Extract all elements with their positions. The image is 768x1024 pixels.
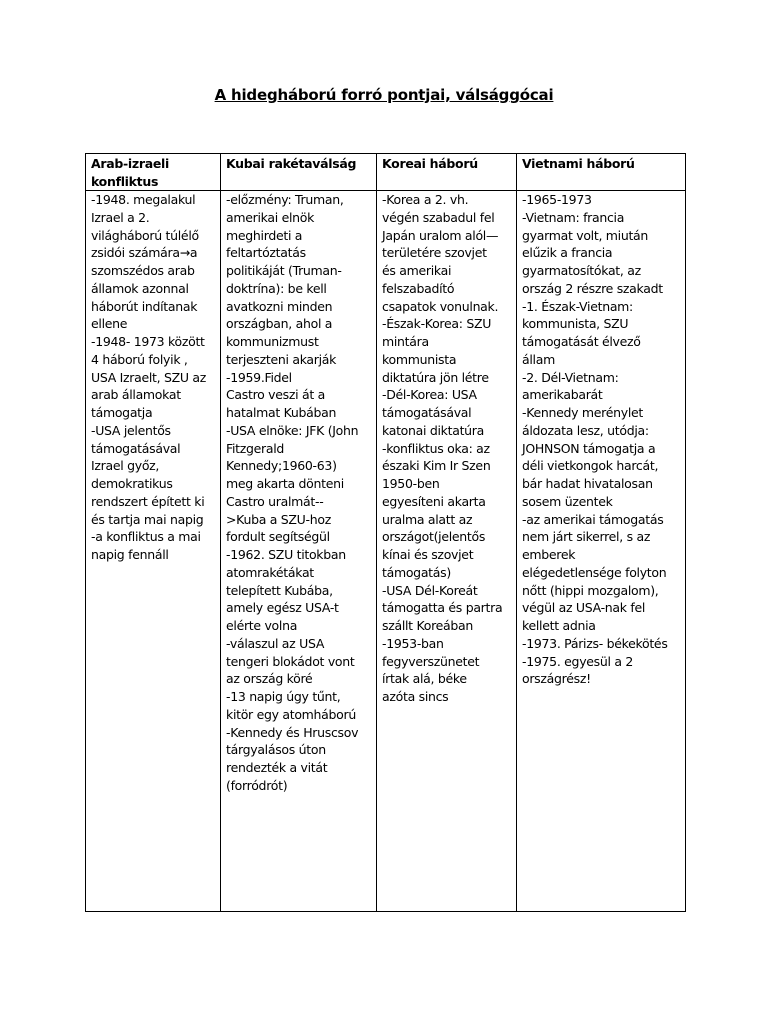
- cell-text-line: -1973. Párizs- békekötés: [522, 635, 668, 651]
- cell-arab-israeli: [86, 191, 221, 912]
- header-cell-cuban-missile-crisis: [221, 154, 377, 191]
- cell-vietnam-war: [517, 191, 686, 912]
- cell-text-line: -Dél-Korea: USA: [382, 387, 477, 403]
- cell-text-line: kínai és szovjet: [382, 547, 474, 562]
- cell-text-line: fordult segítségül: [226, 529, 330, 545]
- cell-text-line: -1. Észak-Vietnam:: [522, 298, 633, 314]
- cell-text-line: -1965-1973: [522, 192, 592, 207]
- header-line: Kubai rakétaválság: [226, 156, 357, 171]
- cell-text-line: állam: [522, 351, 555, 367]
- cell-text-line: fegyverszünetet: [382, 653, 480, 669]
- cell-text-line: sosem üzentek: [522, 493, 613, 509]
- cell-text-line: -2. Dél-Vietnam:: [522, 369, 619, 385]
- cell-text-line: avatkozni minden: [226, 298, 333, 314]
- header-line: Arab-izraeli: [91, 156, 170, 171]
- cell-text-line: támogatja: [91, 405, 153, 420]
- cell-text-line: támogatásával: [91, 440, 181, 456]
- cell-text-line: -Vietnam: francia: [522, 209, 625, 225]
- comparison-table: [85, 153, 686, 912]
- cell-text-line: -1948. megalakul: [91, 192, 196, 207]
- cell-text-line: USA Izraelt, SZU az: [91, 369, 207, 385]
- cell-text-line: meghirdeti a: [226, 227, 303, 243]
- cell-text-line: 1950-ben: [382, 476, 440, 491]
- cell-text-line: Kennedy;1960-63): [226, 458, 337, 474]
- cell-text-line: uralma alatt az: [382, 511, 473, 527]
- cell-text-line: országot(jelentős: [382, 529, 486, 545]
- cell-text-line: tárgyalásos úton: [226, 742, 326, 758]
- cell-text-line: Castro veszi át a: [226, 387, 325, 403]
- cell-text-line: diktatúra jön létre: [382, 369, 489, 385]
- cell-text-line: kitör egy atomháború: [226, 706, 356, 722]
- cell-text-line: gyarmatosítókat, az: [522, 263, 641, 278]
- cell-text-line: írtak alá, béke: [382, 671, 467, 687]
- cell-text-line: telepített Kubába,: [226, 582, 333, 598]
- cell-text-line: -Korea a 2. vh.: [382, 192, 469, 207]
- cell-text-line: -a konfliktus a mai: [91, 529, 201, 545]
- cell-text-line: emberek: [522, 547, 576, 562]
- header-cell-vietnam-war: [517, 154, 686, 191]
- cell-text-line: nem járt sikerrel, s az: [522, 529, 651, 545]
- cell-text-line: (forródrót): [226, 777, 288, 793]
- cell-text-line: -1962. SZU titokban: [226, 547, 346, 562]
- cell-text-line: kommunista, SZU: [522, 316, 629, 332]
- cell-text-line: -USA Dél-Koreát: [382, 582, 478, 598]
- cell-text-line: kommunista: [382, 351, 457, 367]
- cell-text-line: déli vietkongok harcát,: [522, 458, 659, 474]
- cell-text-line: demokratikus: [91, 476, 173, 491]
- document-title: A hidegháború forró pontjai, válsággócai: [214, 86, 554, 104]
- cell-text-line: Izrael győz,: [91, 458, 160, 474]
- cell-text-line: -1953-ban: [382, 635, 444, 651]
- cell-text-line: csapatok vonulnak.: [382, 298, 499, 314]
- cell-text-line: és tartja mai napig: [91, 511, 204, 527]
- content-row: [86, 191, 686, 912]
- cell-text-line: szomszédos arab: [91, 263, 195, 278]
- cell-text-line: azóta sincs: [382, 689, 449, 704]
- cell-text-line: -13 napig úgy tűnt,: [226, 689, 341, 704]
- cell-text-line: északi Kim Ir Szen: [382, 458, 491, 474]
- cell-text-line: támogatását élvező: [522, 334, 641, 349]
- cell-text-line: -Kennedy merénylet: [522, 405, 644, 420]
- cell-text-line: amerikai elnök: [226, 209, 315, 225]
- cell-text-line: -USA elnöke: JFK (John: [226, 422, 359, 438]
- cell-text-line: -1959.Fidel: [226, 369, 292, 385]
- cell-text-line: doktrína): be kell: [226, 280, 327, 296]
- cell-text-line: végén szabadul fel: [382, 209, 495, 225]
- cell-text-line: felszabadító: [382, 280, 455, 296]
- header-line: Koreai háború: [382, 156, 478, 171]
- cell-text-line: tengeri blokádot vont: [226, 653, 355, 669]
- cell-text-line: kommunizmust: [226, 334, 319, 349]
- cell-text-line: -előzmény: Truman,: [226, 192, 344, 207]
- cell-cuban-missile-crisis: [221, 191, 377, 912]
- cell-text-line: atomrakétákat: [226, 564, 314, 580]
- cell-text-line: bár hadat hivatalosan: [522, 476, 653, 491]
- header-cell-korean-war: [377, 154, 517, 191]
- cell-text-line: kellett adnia: [522, 618, 596, 633]
- cell-text-line: és amerikai: [382, 263, 452, 278]
- cell-text-line: ellene: [91, 316, 128, 332]
- cell-text-line: szállt Koreában: [382, 618, 474, 633]
- cell-text-line: államok azonnal: [91, 280, 189, 296]
- cell-text-line: támogatásával: [382, 405, 472, 420]
- cell-text-line: arab államokat: [91, 387, 181, 403]
- cell-text-line: elérte volna: [226, 618, 298, 633]
- cell-text-line: mintára: [382, 334, 429, 349]
- cell-text-line: rendszert épített ki: [91, 493, 205, 509]
- cell-text-line: -1948- 1973 között: [91, 334, 205, 349]
- cell-text-line: -válaszul az USA: [226, 635, 325, 651]
- cell-text-line: amely egész USA-t: [226, 600, 339, 616]
- cell-text-line: országrész!: [522, 671, 591, 687]
- cell-text-line: Fitzgerald: [226, 440, 285, 456]
- cell-text-line: támogatta és partra: [382, 600, 503, 616]
- cell-text-line: támogatás): [382, 564, 451, 580]
- cell-text-line: területére szovjet: [382, 245, 487, 261]
- cell-text-line: -az amerikai támogatás: [522, 511, 664, 527]
- cell-text-line: -Kennedy és Hruscsov: [226, 724, 359, 740]
- header-line: konfliktus: [91, 173, 159, 189]
- cell-text-line: meg akarta dönteni: [226, 476, 344, 491]
- cell-text-line: feltartóztatás: [226, 245, 306, 261]
- cell-text-line: 4 háború folyik ,: [91, 351, 188, 367]
- cell-text-line: elűzik a francia: [522, 245, 613, 261]
- cell-text-line: JOHNSON támogatja a: [522, 440, 656, 456]
- cell-text-line: nőtt (hippi mozgalom),: [522, 582, 659, 598]
- cell-text-line: -konfliktus oka: az: [382, 440, 490, 456]
- cell-text-line: >Kuba a SZU-hoz: [226, 511, 331, 527]
- cell-text-line: háborút indítanak: [91, 298, 198, 314]
- cell-text-line: napig fennáll: [91, 547, 169, 562]
- cell-text-line: -1975. egyesül a 2: [522, 653, 634, 669]
- cell-text-line: -Észak-Korea: SZU: [382, 316, 492, 332]
- cell-text-line: végül az USA-nak fel: [522, 600, 646, 616]
- cell-text-line: egyesíteni akarta: [382, 493, 486, 509]
- cell-text-line: elégedetlensége folyton: [522, 564, 667, 580]
- cell-text-line: -USA jelentős: [91, 422, 171, 438]
- cell-text-line: Japán uralom alól—: [382, 227, 499, 243]
- cell-text-line: országban, ahol a: [226, 316, 333, 332]
- cell-korean-war: [377, 191, 517, 912]
- cell-text-line: zsidói számára→a: [91, 245, 198, 261]
- cell-text-line: rendezték a vitát: [226, 760, 328, 775]
- cell-text-line: gyarmat volt, miután: [522, 227, 649, 243]
- cell-text-line: katonai diktatúra: [382, 422, 484, 438]
- cell-text-line: áldozata lesz, utódja:: [522, 422, 649, 438]
- cell-text-line: Izrael a 2.: [91, 209, 150, 225]
- cell-text-line: hatalmat Kubában: [226, 405, 337, 420]
- cell-text-line: amerikabarát: [522, 387, 603, 403]
- cell-text-line: terjeszteni akarják: [226, 351, 337, 367]
- header-row: [86, 154, 686, 191]
- header-line: Vietnami háború: [522, 156, 635, 171]
- cell-text-line: világháború túlélő: [91, 227, 199, 243]
- header-cell-arab-israeli: [86, 154, 221, 191]
- cell-text-line: az ország köré: [226, 671, 313, 687]
- cell-text-line: politikáját (Truman-: [226, 263, 342, 278]
- cell-text-line: Castro uralmát--: [226, 493, 324, 509]
- cell-text-line: ország 2 részre szakadt: [522, 280, 663, 296]
